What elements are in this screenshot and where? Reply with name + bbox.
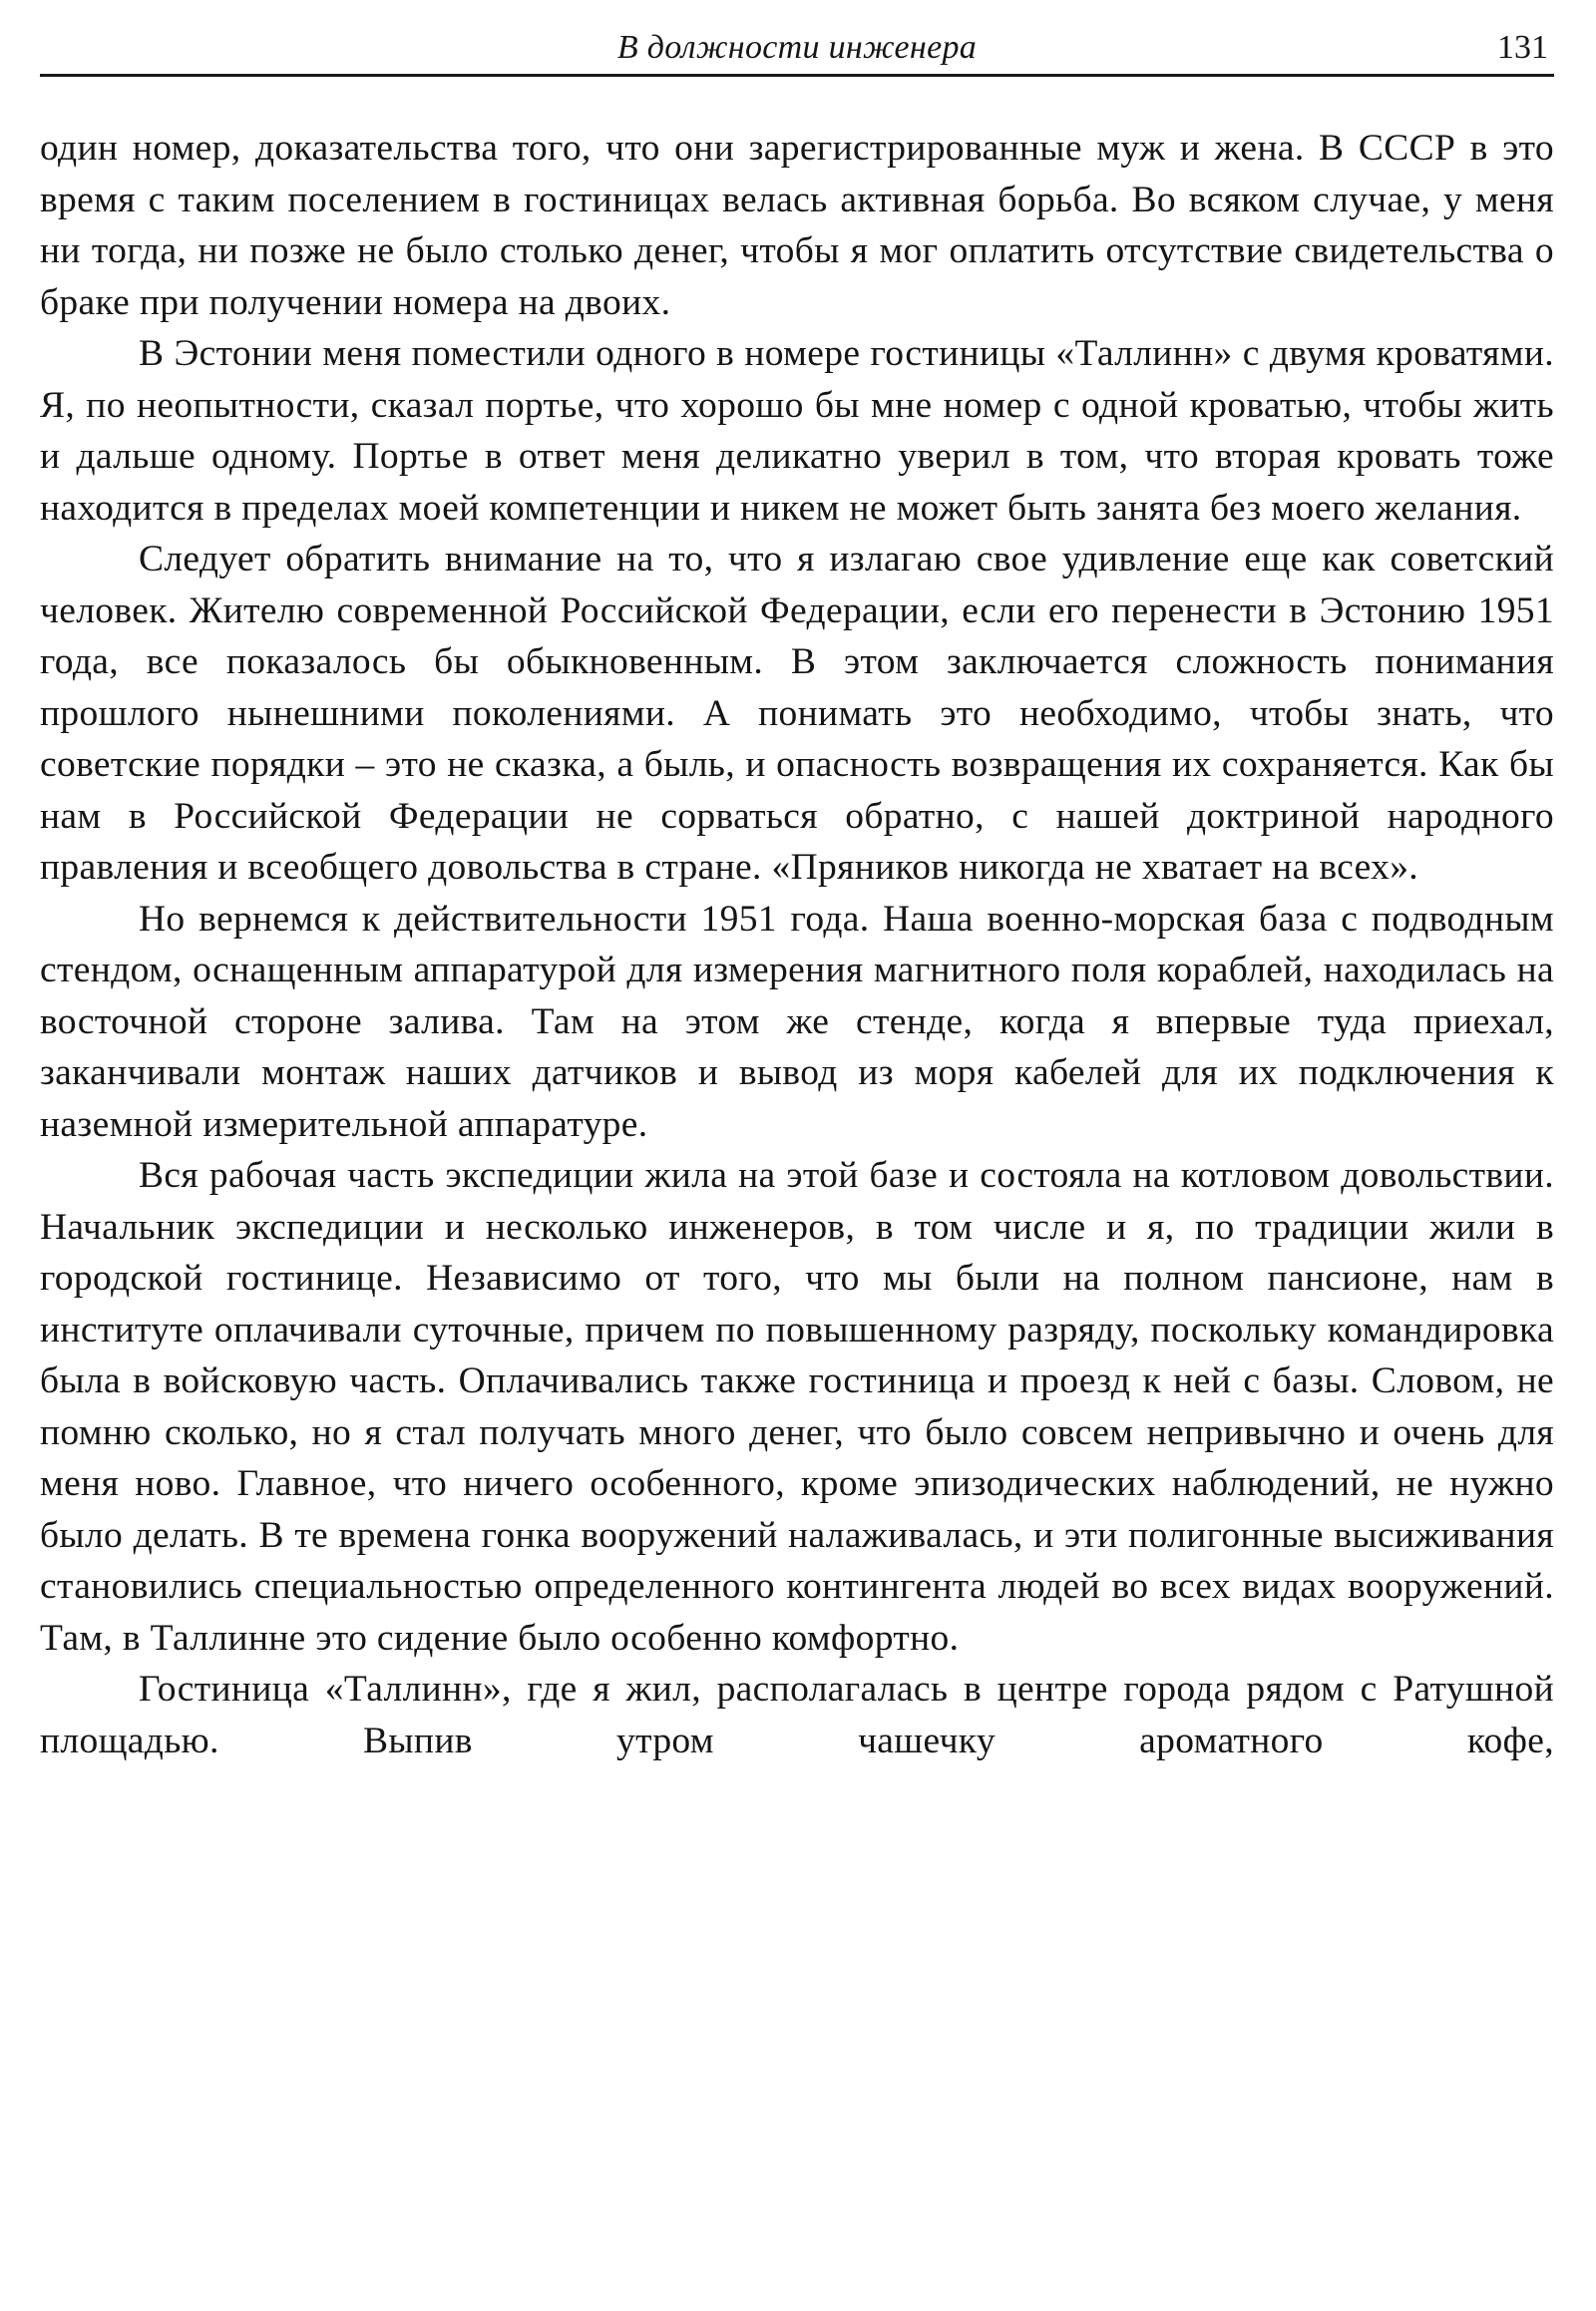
body-text (40, 123, 1554, 1766)
paragraph: Гостиница «Таллинн», где я жил, располагалась в центре города рядом с Ратушной площадью. Выпив утром чашечку ароматного кофе, (40, 1669, 1554, 1761)
paragraph: Но вернемся к действительности 1951 года. Наша военно-морская база с подводным стендом, оснащенным аппаратурой для измерения магнитного поля кораблей, находилась на восточной стороне залива. Там на этом же стенде, когда я впервые туда приехал, заканчивали монтаж наших датчиков и вывод из моря кабелей для их подключения к наземной измерительной аппаратуре. (40, 898, 1554, 1145)
running-head (40, 26, 1554, 77)
paragraph: Вся рабочая часть экспедиции жила на этой базе и состояла на котловом довольствии. Начальник экспедиции и несколько инженеров, в том числе и я, по традиции жили в городской гостинице. Независимо от того, что мы были на полном пансионе, нам в институте оплачивали суточные, причем по повышенному разряду, поскольку командировка была в войсковую часть. Оплачивались также гостиница и проезд к ней с базы. Словом, не помню сколько, но я стал получать много денег, что было совсем непривычно и очень для меня ново. Главное, что ничего особенного, кроме эпизодических наблюдений, не нужно было делать. В те времена гонка вооружений налаживалась, и эти полигонные высиживания становились специальностью определенного контингента людей во всех видах вооружений. Там, в Таллинне это сидение было особенно комфортно. (40, 1155, 1554, 1659)
book-page (40, 26, 1554, 1766)
chapter-title: В должности инженера (616, 29, 978, 66)
paragraph: один номер, доказательства того, что они зарегистрированные муж и жена. В СССР в это время с таким поселением в гостиницах велась активная борьба. Во всяком случае, у меня ни тогда, ни позже не было столько денег, чтобы я мог оплатить отсутствие свидетельства о браке при получении номера на двоих. (40, 128, 1554, 323)
paragraph: Следует обратить внимание на то, что я излагаю свое удивление еще как советский человек. Жителю современной Российской Федерации, если его перенести в Эстонию 1951 года, все показалось бы обыкновенным. В этом заключается сложность понимания прошлого нынешними поколениями. А понимать это необходимо, чтобы знать, что советские порядки – это не сказка, а быль, и опасность возвращения их сохраняется. Как бы нам в Российской Федерации не сорваться обратно, с нашей доктриной народного правления и всеобщего довольства в стране. «Пряников никогда не хватает на всех». (40, 539, 1554, 888)
page-number: 131 (1497, 29, 1548, 66)
paragraph: В Эстонии меня поместили одного в номере гостиницы «Таллинн» с двумя кроватями. Я, по неопытности, сказал портье, что хорошо бы мне номер с одной кроватью, чтобы жить и дальше одному. Портье в ответ меня деликатно уверил в том, что вторая кровать тоже находится в пределах моей компетенции и никем не может быть занята без моего желания. (40, 333, 1554, 529)
